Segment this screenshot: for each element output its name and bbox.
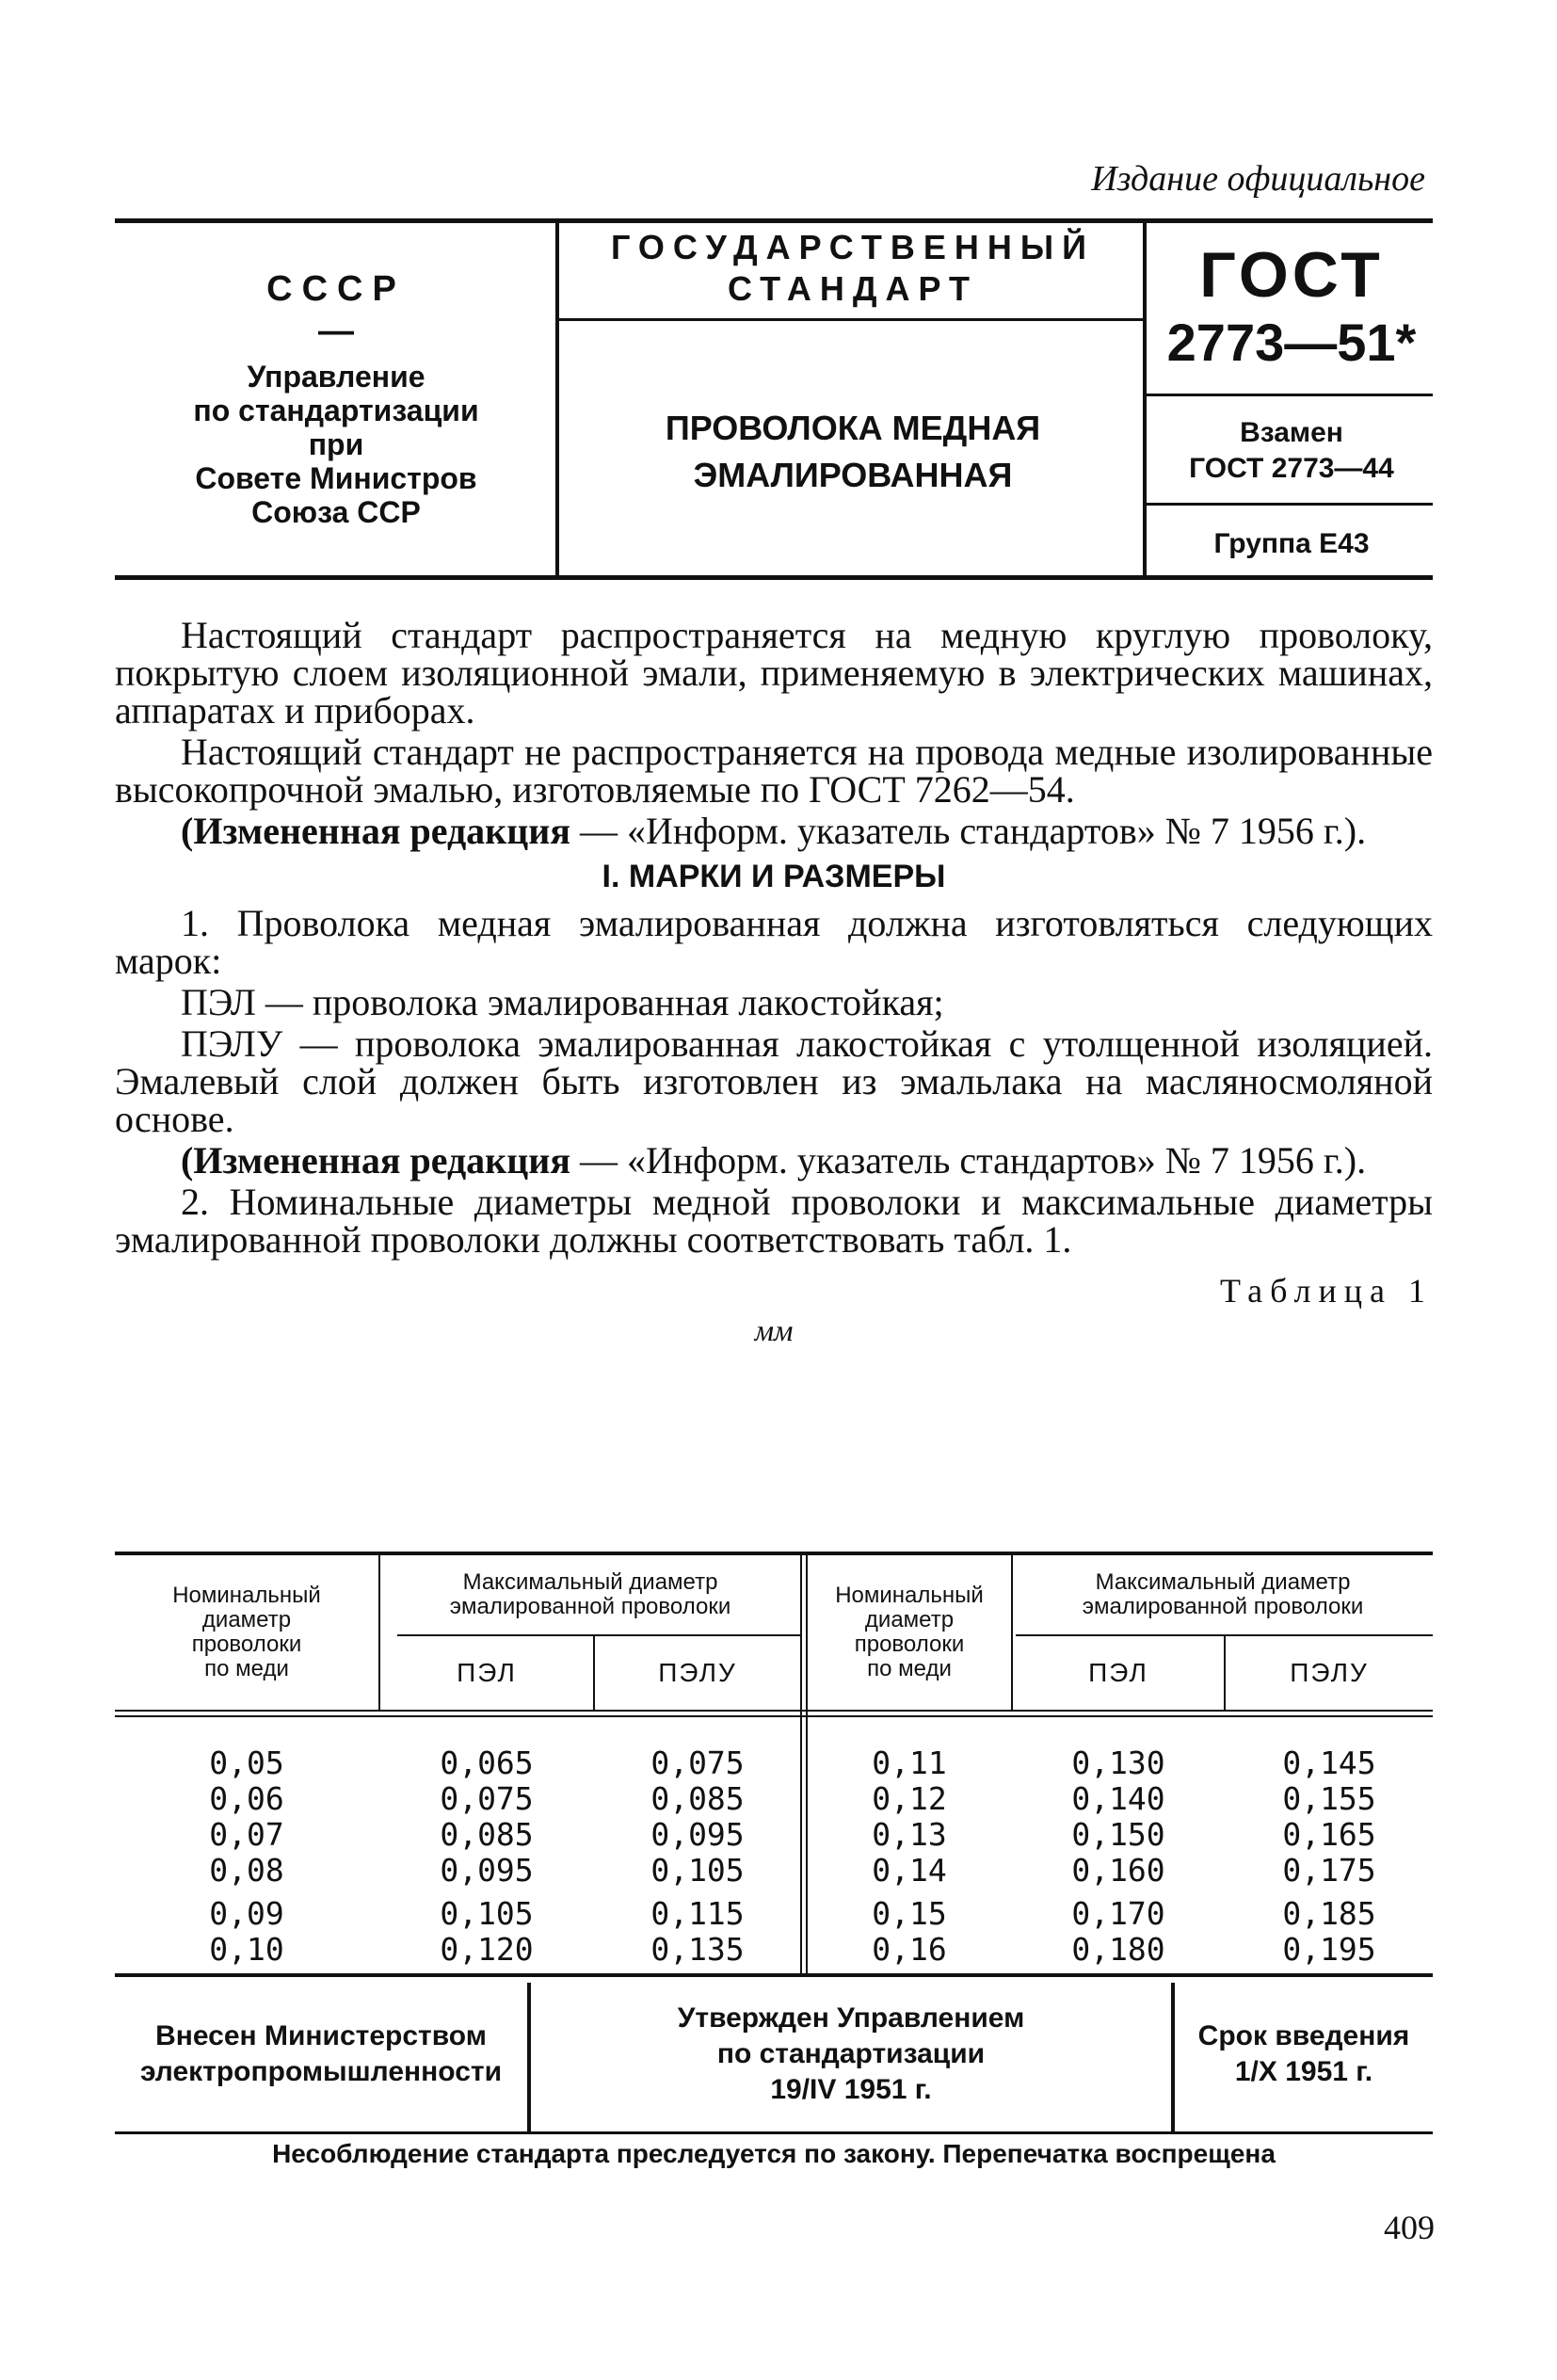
header-pelu: ПЭЛУ: [658, 1658, 737, 1687]
table-cell: 0,120: [440, 1931, 534, 1968]
document-body: [115, 614, 1433, 1349]
header-line: проволоки: [191, 1632, 302, 1657]
table-cell: 0,165: [1282, 1816, 1376, 1853]
table-cell: 0,15: [872, 1895, 947, 1932]
page-number: 409: [1384, 2209, 1435, 2246]
table-cell: 0,13: [872, 1816, 947, 1853]
diameter-table: [115, 1552, 1433, 1977]
header-pel: ПЭЛ: [457, 1658, 517, 1687]
header-line: по меди: [204, 1656, 289, 1681]
header-max-diameter: [380, 1555, 800, 1634]
header-line: Максимальный диаметр: [1095, 1569, 1351, 1595]
table-cell: 0,105: [650, 1852, 745, 1889]
table-caption: Таблица 1: [1220, 1272, 1433, 1310]
table-cell: 0,145: [1282, 1745, 1376, 1781]
table-cell: 0,12: [872, 1780, 947, 1817]
subject-line: ПРОВОЛОКА МЕДНАЯ: [665, 409, 1041, 447]
amendment-rest: — «Информ. указатель стандартов» № 7 1956 г.).: [570, 810, 1367, 852]
table-cell: 0,170: [1071, 1895, 1165, 1932]
introduced-line: электропромышленности: [139, 2056, 503, 2087]
header-pel: ПЭЛ: [1088, 1658, 1148, 1687]
table-cell: 0,115: [650, 1895, 745, 1932]
column-left-nominal: [115, 1745, 378, 1968]
header-line: Номинальный: [835, 1583, 984, 1608]
table-units: мм: [754, 1313, 794, 1347]
table-cell: 0,140: [1071, 1780, 1165, 1817]
header-line: проволоки: [854, 1632, 965, 1657]
org-line: Управление: [247, 360, 425, 394]
table-cell: 0,085: [650, 1780, 745, 1817]
issuer-cell: [115, 218, 557, 580]
header-line: эмалированной проволоки: [449, 1594, 731, 1619]
table-cell: 0,095: [440, 1852, 534, 1889]
standard-type-cell: [563, 218, 1143, 318]
gost-number: 2773—51*: [1166, 313, 1417, 372]
header-right-rule-1: [1147, 394, 1433, 396]
table-head-rule-1: [115, 1710, 1433, 1712]
edition-label: Издание официальное: [1091, 159, 1425, 199]
header-max-diameter: [1013, 1555, 1433, 1634]
table-cell: 0,150: [1071, 1816, 1165, 1853]
table-divider: [800, 1552, 802, 1977]
table-cell: 0,095: [650, 1816, 745, 1853]
table-cell: 0,105: [440, 1895, 534, 1932]
table-cell: 0,195: [1282, 1931, 1376, 1968]
header-line: диаметр: [864, 1607, 955, 1632]
table-cell: 0,175: [1282, 1852, 1376, 1889]
standard-footer: [115, 1975, 1433, 2133]
org-line: при: [308, 427, 364, 461]
table-cell: 0,09: [209, 1895, 284, 1932]
org-line: по стандартизации: [193, 394, 479, 427]
table-cell: 0,075: [440, 1780, 534, 1817]
paragraph: 1. Проволока медная эмалированная должна изготовляться следующих марок:: [115, 902, 1433, 982]
paragraph: 2. Номинальные диаметры медной проволоки и максимальные диаметры эмалированной проволоки должны соответствовать табл. 1.: [115, 1181, 1433, 1261]
effective-line: 1/X 1951 г.: [1234, 2056, 1373, 2087]
header-pelu: ПЭЛУ: [1290, 1658, 1369, 1687]
column-left-pel: [380, 1745, 593, 1968]
header-mid-rule: [559, 318, 1143, 321]
replaces-line: ГОСТ 2773—44: [1189, 453, 1394, 484]
table-cell: 0,08: [209, 1852, 284, 1889]
table-cell: 0,14: [872, 1852, 947, 1889]
subject-line: ЭМАЛИРОВАННАЯ: [693, 456, 1013, 494]
column-right-pelu: [1226, 1745, 1433, 1968]
table-cell: 0,065: [440, 1745, 534, 1781]
amendment-note: [115, 812, 1433, 850]
approved-line: Утвержден Управлением: [677, 2002, 1025, 2034]
table-cell: 0,185: [1282, 1895, 1376, 1932]
table-cell: 0,07: [209, 1816, 284, 1853]
header-line: эмалированной проволоки: [1082, 1594, 1364, 1619]
standard-header: [115, 218, 1433, 580]
table-cell: 0,11: [872, 1745, 947, 1781]
introduced-line: Внесен Министерством: [155, 2020, 487, 2051]
gost-label: ГОСТ: [1199, 239, 1384, 311]
approved-line: 19/IV 1951 г.: [770, 2074, 932, 2105]
approved-line: по стандартизации: [716, 2038, 986, 2069]
header-nominal-diameter: [115, 1555, 378, 1710]
column-right-pel: [1013, 1745, 1224, 1968]
table-cell: 0,075: [650, 1745, 745, 1781]
standard-type-line: ГОСУДАРСТВЕННЫЙ: [610, 228, 1095, 266]
header-right-rule-2: [1147, 503, 1433, 506]
amendment-bold: (Измененная редакция: [181, 810, 570, 852]
replaces-line: Взамен: [1240, 417, 1343, 448]
table-cell: 0,085: [440, 1816, 534, 1853]
table-cell: 0,10: [209, 1931, 284, 1968]
header-nominal-diameter: [808, 1555, 1011, 1710]
amendment-note: [115, 1139, 1433, 1182]
amendment-rest: — «Информ. указатель стандартов» № 7 1956 г.).: [570, 1139, 1367, 1182]
table-head-rule-2: [115, 1715, 1433, 1717]
table-cell: 0,160: [1071, 1852, 1165, 1889]
gost-number-cell: [1150, 218, 1433, 394]
org-line: Союза ССР: [251, 495, 421, 529]
standard-type-line: СТАНДАРТ: [728, 269, 978, 308]
paragraph: ПЭЛ — проволока эмалированная лакостойкая;: [181, 981, 944, 1023]
org-line: Совете Министров: [195, 461, 477, 495]
table-cell: 0,135: [650, 1931, 745, 1968]
header-line: Максимальный диаметр: [462, 1569, 718, 1595]
paragraph: Настоящий стандарт не распространяется на провода медные изолированные высокопрочной эмалью, изготовляемые по ГОСТ 7262—54.: [115, 731, 1433, 811]
country-dash: —: [318, 312, 354, 351]
header-line: Номинальный: [172, 1583, 321, 1608]
paragraph: Настоящий стандарт распространяется на медную круглую проволоку, покрытую слоем изоляционной эмали, применяемую в электрических машинах, аппаратах и приборах.: [115, 614, 1433, 732]
effective-line: Срок введения: [1197, 2020, 1410, 2051]
header-line: по меди: [867, 1656, 952, 1681]
header-divider-2: [1143, 218, 1147, 580]
table-cell: 0,155: [1282, 1780, 1376, 1817]
introduced-by-cell: [115, 1975, 527, 2133]
country-label: СССР: [266, 269, 406, 309]
section-heading: I. МАРКИ И РАЗМЕРЫ: [602, 859, 946, 894]
replaces-cell: [1150, 399, 1433, 503]
amendment-bold: (Измененная редакция: [181, 1139, 570, 1182]
column-right-nominal: [808, 1745, 1011, 1968]
table-cell: 0,05: [209, 1745, 284, 1781]
paragraph: ПЭЛУ — проволока эмалированная лакостойкая с утолщенной изоляцией. Эмалевый слой должен быть изготовлен из эмальлака на масляносмоляной основе.: [115, 1022, 1433, 1140]
group-cell: Группа Е43: [1213, 528, 1370, 559]
table-cell: 0,130: [1071, 1745, 1165, 1781]
table-cell: 0,06: [209, 1780, 284, 1817]
copyright-notice: Несоблюдение стандарта преследуется по закону. Перепечатка воспрещена: [272, 2139, 1276, 2168]
standard-subject-cell: [563, 324, 1143, 580]
table-cell: 0,16: [872, 1931, 947, 1968]
table-cell: 0,180: [1071, 1931, 1165, 1968]
header-line: диаметр: [201, 1607, 292, 1632]
column-left-pelu: [595, 1745, 800, 1968]
approved-by-cell: [531, 1975, 1171, 2133]
effective-date-cell: [1175, 1975, 1433, 2133]
